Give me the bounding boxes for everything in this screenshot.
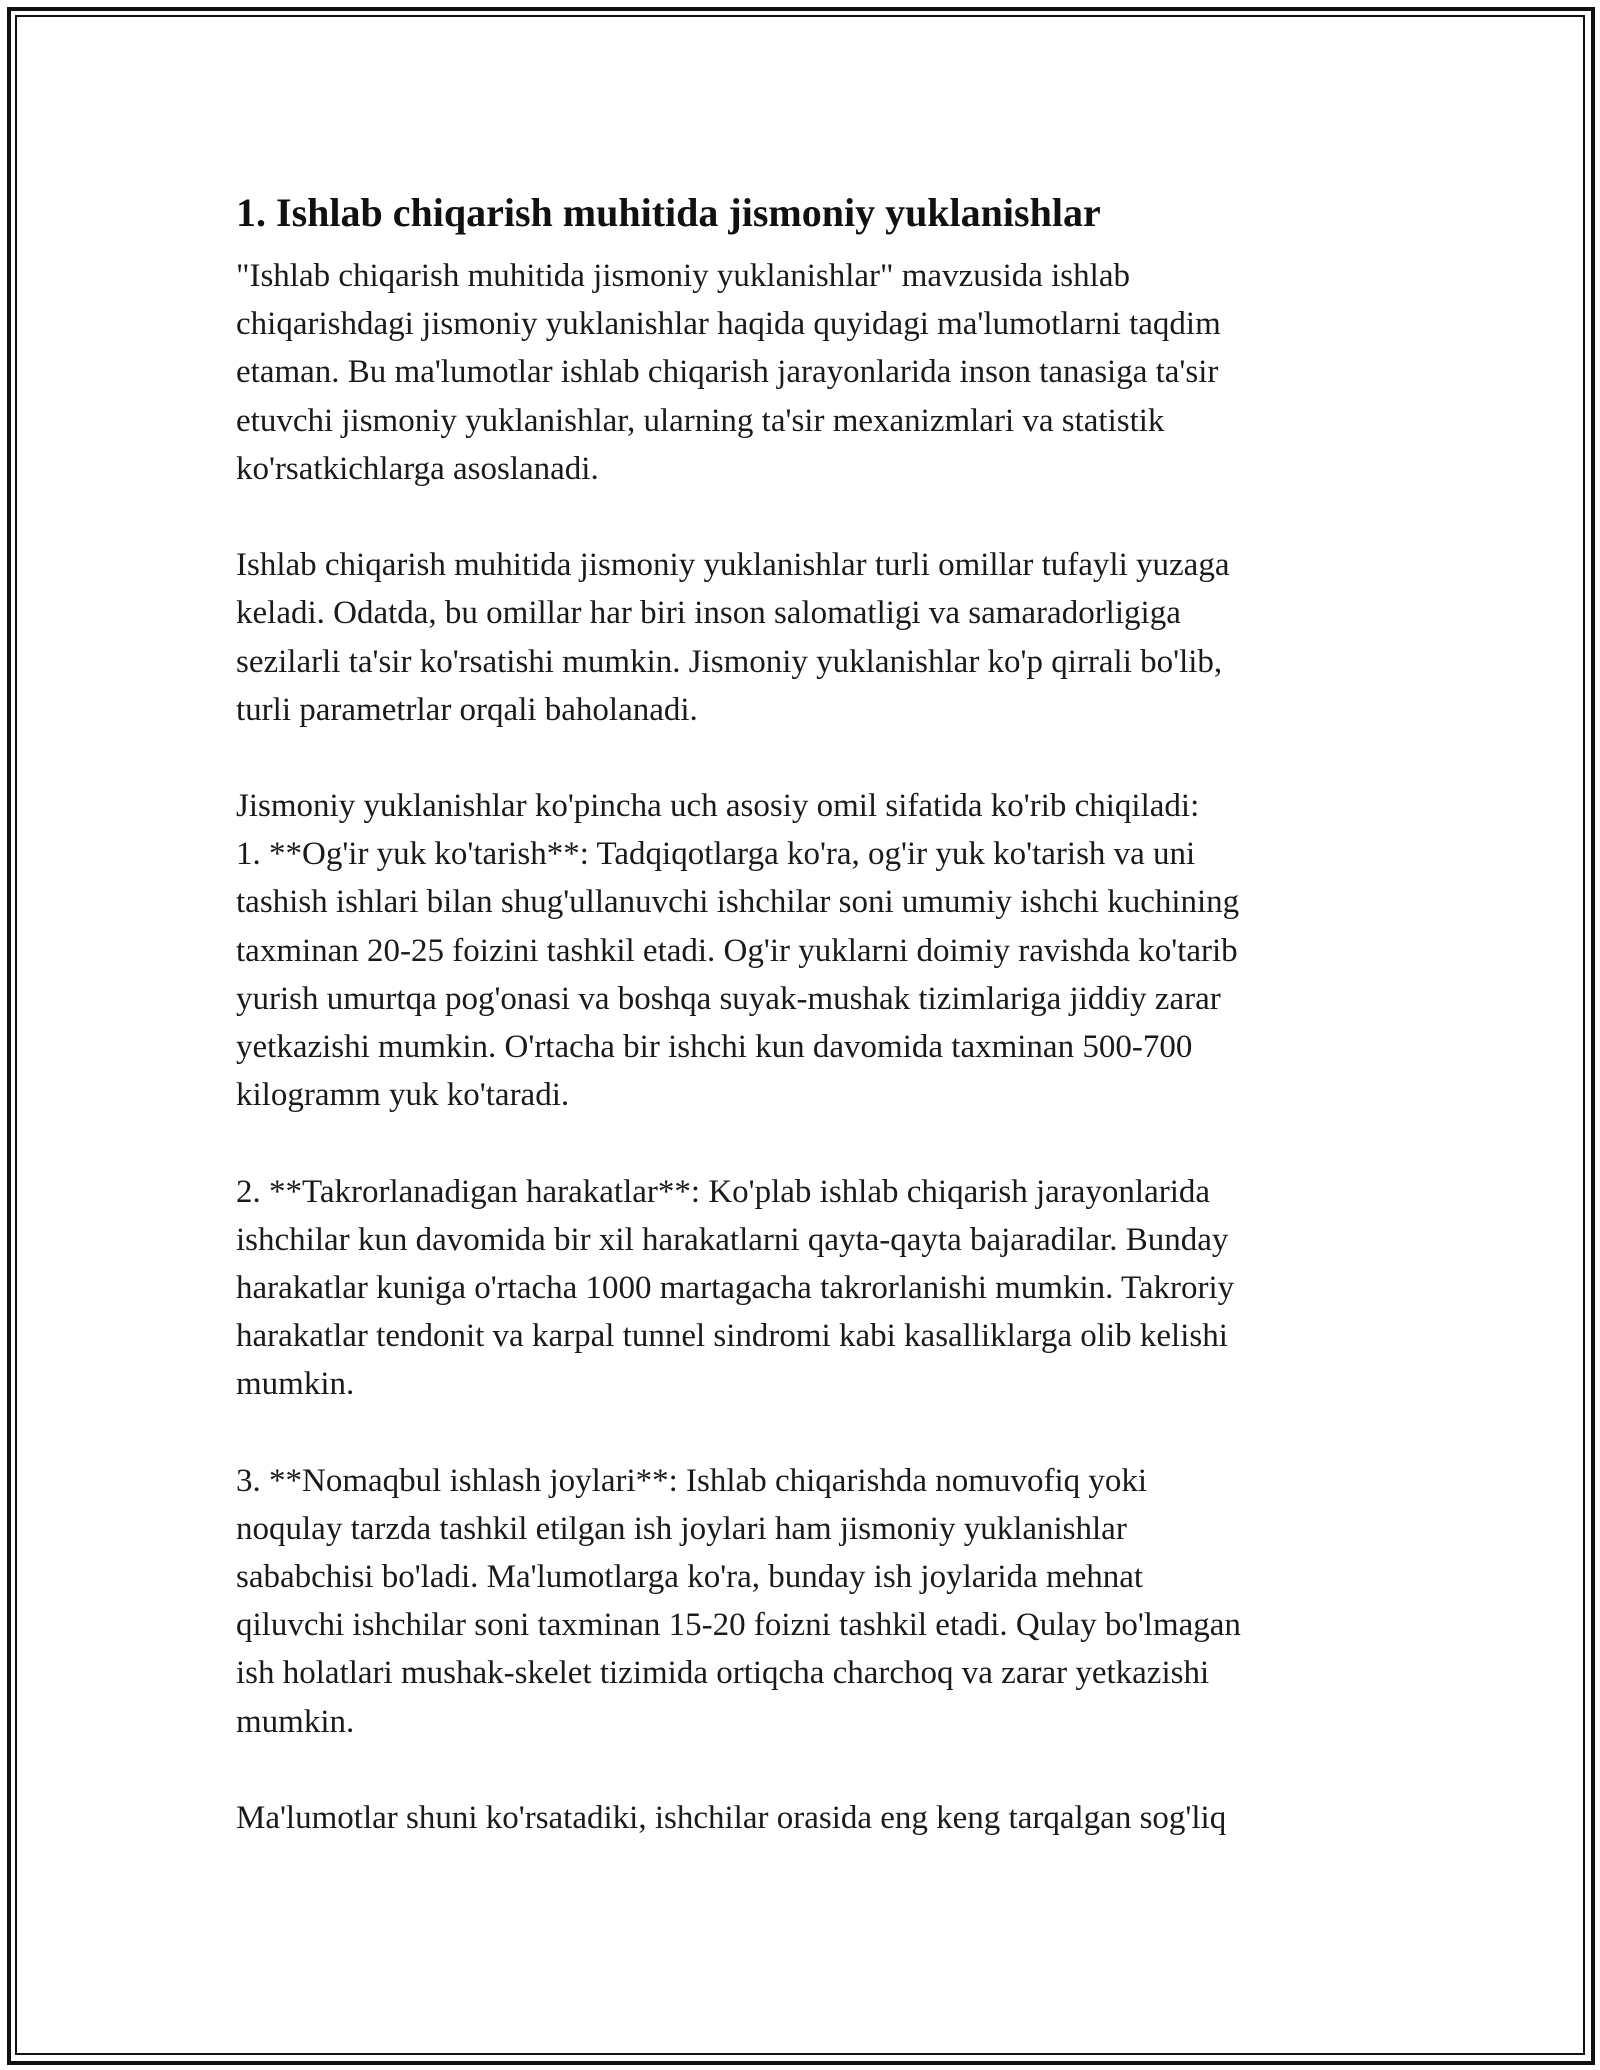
text-line: keladi. Odatda, bu omillar har biri inson salomatligi va samaradorligiga <box>236 595 1181 632</box>
text-line: ko'rsatkichlarga asoslanadi. <box>236 450 599 487</box>
text-line: etuvchi jismoniy yuklanishlar, ularning ta'sir mexanizmlari va statistik <box>236 402 1165 439</box>
text-line: etaman. Bu ma'lumotlar ishlab chiqarish jarayonlarida inson tanasiga ta'sir <box>236 354 1219 391</box>
paragraph-conclusion <box>236 1794 1366 1842</box>
text-line: 3. **Nomaqbul ishlash joylari**: Ishlab chiqarishda nomuvofiq yoki <box>236 1462 1148 1499</box>
text-line: tashish ishlari bilan shug'ullanuvchi ishchilar soni umumiy ishchi kuchining <box>236 884 1240 921</box>
text-line: turli parametrlar orqali baholanadi. <box>236 691 698 728</box>
text-line: "Ishlab chiqarish muhitida jismoniy yuklanishlar" mavzusida ishlab <box>236 258 1130 294</box>
text-line: taxminan 20-25 foizini tashkil etadi. Og'ir yuklarni doimiy ravishda ko'tarib <box>236 932 1238 969</box>
document-body <box>236 182 1366 1890</box>
paragraph-item-2 <box>236 1168 1366 1409</box>
paragraph-factors <box>236 541 1366 734</box>
text-line: mumkin. <box>236 1366 355 1403</box>
text-line: 2. **Takrorlanadigan harakatlar**: Ko'plab ishlab chiqarish jarayonlarida <box>236 1173 1211 1210</box>
text-line: Ishlab chiqarish muhitida jismoniy yuklanishlar turli omillar tufayli yuzaga <box>236 547 1230 584</box>
text-line: Jismoniy yuklanishlar ko'pincha uch asosiy omil sifatida ko'rib chiqiladi: <box>236 788 1200 825</box>
text-line: mumkin. <box>236 1703 355 1740</box>
text-line: sababchisi bo'ladi. Ma'lumotlarga ko'ra, bunday ish joylarida mehnat <box>236 1559 1144 1596</box>
text-line: ishchilar kun davomida bir xil harakatlarni qayta-qayta bajaradilar. Bunday <box>236 1221 1229 1258</box>
text-line: kilogramm yuk ko'taradi. <box>236 1077 570 1114</box>
text-line: noqulay tarzda tashkil etilgan ish joylari ham jismoniy yuklanishlar <box>236 1510 1127 1547</box>
text-line: harakatlar kuniga o'rtacha 1000 martagacha takrorlanishi mumkin. Takroriy <box>236 1269 1235 1306</box>
text-line: chiqarishdagi jismoniy yuklanishlar haqida quyidagi ma'lumotlarni taqdim <box>236 306 1221 343</box>
text-line: 1. **Og'ir yuk ko'tarish**: Tadqiqotlarga ko'ra, og'ir yuk ko'tarish va uni <box>236 836 1196 873</box>
text-line: Ma'lumotlar shuni ko'rsatadiki, ishchilar orasida eng keng tarqalgan sog'liq <box>236 1800 1227 1836</box>
section-heading: 1. Ishlab chiqarish muhitida jismoniy yuklanishlar <box>236 190 1101 235</box>
text-line: ish holatlari mushak-skelet tizimida ortiqcha charchoq va zarar yetkazishi <box>236 1655 1210 1692</box>
paragraph-item-1 <box>236 782 1366 1119</box>
paragraph-intro <box>236 252 1366 493</box>
text-line: qiluvchi ishchilar soni taxminan 15-20 foizni tashkil etadi. Qulay bo'lmagan <box>236 1607 1241 1644</box>
text-line: harakatlar tendonit va karpal tunnel sindromi kabi kasalliklarga olib kelishi <box>236 1318 1228 1355</box>
paragraph-item-3 <box>236 1457 1366 1746</box>
text-line: sezilarli ta'sir ko'rsatishi mumkin. Jismoniy yuklanishlar ko'p qirrali bo'lib, <box>236 643 1223 680</box>
text-line: yetkazishi mumkin. O'rtacha bir ishchi kun davomida taxminan 500-700 <box>236 1029 1193 1065</box>
text-line: yurish umurtqa pog'onasi va boshqa suyak-mushak tizimlariga jiddiy zarar <box>236 980 1221 1017</box>
